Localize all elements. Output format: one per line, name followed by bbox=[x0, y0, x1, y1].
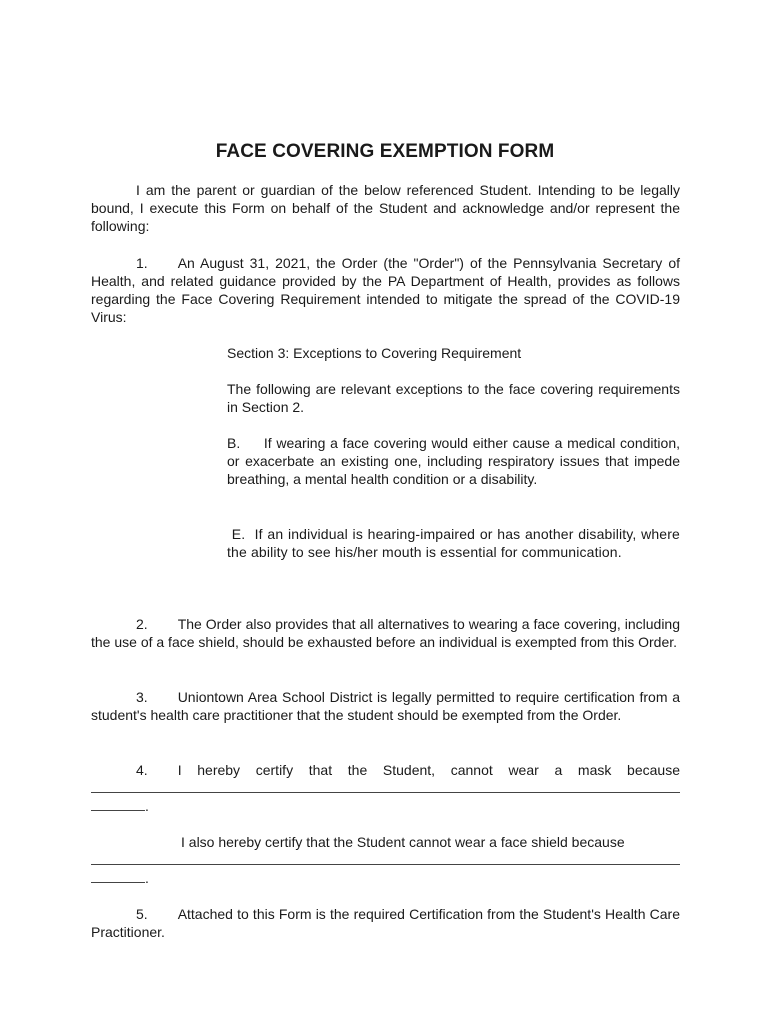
section-3-lead: The following are relevant exceptions to the face covering requirements in Section 2. bbox=[227, 381, 680, 415]
item-2-text: The Order also provides that all alternatives to wearing a face covering, including the use of a face shield, should be exhausted before an individual is exempted from this Order. bbox=[91, 616, 680, 650]
exception-b: B. If wearing a face covering would either cause a medical condition, or exacerbate an existing one, including respiratory issues that impede breathing, a mental health condition or a disability. bbox=[227, 435, 684, 487]
item-1-number: 1. bbox=[136, 255, 148, 271]
item-4-number: 4. bbox=[136, 762, 148, 778]
section-3-heading: Section 3: Exceptions to Covering Requirement bbox=[227, 345, 522, 361]
item-4b bbox=[91, 833, 680, 851]
item-1 bbox=[91, 254, 680, 326]
item-3 bbox=[91, 688, 680, 724]
item-4b-text: I also hereby certify that the Student cannot wear a face shield because bbox=[181, 834, 625, 850]
intro-paragraph: I am the parent or guardian of the below referenced Student. Intending to be legally bound, I execute this Form on behalf of the Student and acknowledge and/or represent the following: bbox=[91, 182, 680, 234]
item-4 bbox=[91, 761, 680, 779]
exception-e: E. If an individual is hearing-impaired or has another disability, where the ability to see his/her mouth is essential for communication. bbox=[227, 526, 685, 560]
item-4b-blank-line[interactable] bbox=[91, 864, 680, 865]
item-4-period: . bbox=[145, 798, 149, 814]
item-1-text: An August 31, 2021, the Order (the "Order") of the Pennsylvania Secretary of Health, and related guidance provided by the PA Department of Health, provides as follows regarding the Face Covering Requirement intended to mitigate the spread of the COVID-19 Virus: bbox=[91, 255, 680, 325]
item-4-text: I hereby certify that the Student, cannot wear a mask because bbox=[177, 762, 680, 778]
form-title: FACE COVERING EXEMPTION FORM bbox=[215, 141, 555, 162]
item-4b-blank-end[interactable] bbox=[91, 869, 149, 887]
item-4b-period: . bbox=[145, 870, 149, 886]
item-3-text: Uniontown Area School District is legally permitted to require certification from a student's health care practitioner that the student should be exempted from the Order. bbox=[91, 689, 680, 723]
item-2 bbox=[91, 615, 680, 651]
item-2-number: 2. bbox=[136, 616, 148, 632]
item-3-number: 3. bbox=[136, 689, 148, 705]
item-5-text: Attached to this Form is the required Certification from the Student's Health Care Practitioner. bbox=[91, 906, 680, 940]
item-4-blank-line[interactable] bbox=[91, 792, 680, 793]
item-5-number: 5. bbox=[136, 906, 148, 922]
item-5 bbox=[91, 905, 680, 941]
item-4-blank-end[interactable] bbox=[91, 797, 149, 815]
